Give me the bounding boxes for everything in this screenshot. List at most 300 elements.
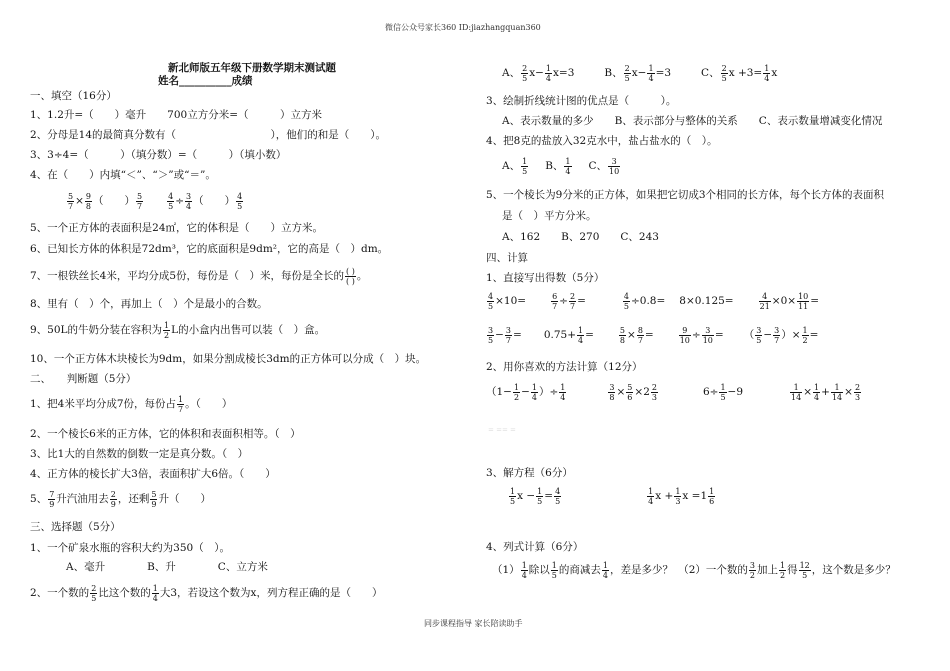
fraction (545, 64, 552, 83)
numerator: 1 (831, 383, 843, 393)
name-blank: __________ (179, 75, 232, 87)
text-segment: C、 (588, 160, 608, 172)
denominator: 4 (531, 392, 537, 402)
fraction (48, 490, 55, 509)
denominator: 4 (565, 166, 571, 176)
text-segment: （1− (486, 386, 512, 398)
text-segment: 5、 (30, 493, 48, 505)
text-segment: x− (631, 67, 647, 79)
q1-10: 10、一个正方体木块棱长为9dm，如果分割成棱长3dm的正方体可以分成（ ）块。 (30, 353, 427, 365)
numerator: 10 (798, 291, 809, 301)
fraction (813, 383, 820, 402)
fraction (521, 157, 528, 176)
numerator: 1 (780, 560, 786, 570)
denominator: 4 (560, 392, 566, 402)
fraction (749, 561, 756, 580)
numerator: 2 (522, 63, 528, 73)
numerator: 12 (799, 560, 810, 570)
fraction (185, 192, 192, 211)
fraction (773, 326, 780, 345)
section-fill-blank: 一、填空（16分） (30, 90, 117, 102)
text-segment: ，差是多少？ （2）一个数的 (609, 564, 748, 576)
text-segment: A、 (502, 160, 521, 172)
numerator: 2 (854, 382, 861, 392)
denominator: 8 (619, 335, 625, 345)
denominator: 6 (709, 496, 715, 506)
denominator: 7 (637, 335, 643, 345)
q4-3-row (508, 484, 716, 508)
text-segment: = (585, 329, 594, 341)
fraction (608, 157, 620, 176)
fraction (619, 326, 626, 345)
text-segment: = (810, 295, 820, 307)
numerator: 3 (186, 191, 192, 201)
numerator: 1 (178, 394, 184, 404)
numerator: 4 (168, 191, 174, 201)
text-segment: = (644, 329, 654, 341)
numerator: 5 (627, 382, 633, 392)
q1-4-compare-row (66, 188, 244, 214)
fraction (759, 292, 771, 311)
q1-4: 4、在（ ）内填“＜”、“＞”或“＝”。 (30, 169, 216, 181)
text-segment: （ (743, 329, 755, 341)
denominator: 4 (764, 73, 770, 83)
denominator: 5 (623, 301, 629, 311)
fraction (150, 490, 157, 509)
q3-3-options: A、表示数量的多少 B、表示部分与整体的关系 C、表示数量增减变化情况 (502, 115, 883, 127)
text-segment: −9 (727, 386, 744, 398)
denominator: 4 (814, 392, 820, 402)
q1-6: 6、已知长方体的体积是72dm³，它的底面积是9dm²，它的高是（ ）dm。 (30, 243, 389, 255)
numerator: 5 (68, 191, 74, 201)
q3-5: 5、一个棱长为9分米的正方体，如果把它切成3个相同的长方体，每个长方体的表面积 (486, 189, 885, 201)
numerator: 1 (537, 486, 543, 496)
denominator: 5 (488, 335, 494, 345)
numerator: 1 (545, 63, 552, 73)
denominator: 5 (510, 496, 516, 506)
numerator: 1 (790, 383, 802, 393)
denominator: 5 (522, 73, 528, 83)
denominator: 10 (702, 335, 713, 345)
denominator: 5 (624, 73, 630, 83)
numerator: 1 (551, 560, 557, 570)
q1-9 (30, 318, 325, 342)
text-segment: × (803, 386, 813, 398)
fraction (679, 326, 691, 345)
numerator: 3 (749, 560, 755, 570)
fraction (674, 487, 681, 506)
denominator: 2 (802, 335, 808, 345)
q1-3: 3、3÷4=（ ）（填分数）=（ ）（填小数） (30, 149, 287, 161)
fraction (719, 383, 726, 402)
q1-2: 2、分母是14的最简真分数有（ ），他们的和是（ ）。 (30, 129, 387, 141)
section-true-false: 二、 判断题（5分） (30, 373, 137, 385)
denominator: 9 (110, 499, 116, 509)
fraction (521, 561, 528, 580)
denominator: 9 (151, 499, 157, 509)
text-segment: × (616, 386, 626, 398)
fraction (721, 64, 728, 83)
text-segment: ，还剩 (117, 493, 150, 505)
fraction (708, 487, 715, 506)
text-segment: x =1 (682, 490, 708, 502)
text-segment: 1、把4米平均分成7份，每份占 (30, 398, 177, 410)
numerator: 5 (619, 325, 625, 335)
q2-5 (30, 488, 211, 510)
fraction (536, 487, 543, 506)
denominator: 5 (551, 570, 557, 580)
denominator: 5 (488, 301, 494, 311)
text-segment: × (844, 386, 853, 398)
denominator: 14 (791, 392, 802, 402)
section-choice: 三、选择题（5分） (30, 521, 121, 533)
text-segment: 除以 (528, 564, 550, 576)
fraction (110, 490, 117, 509)
fraction (487, 326, 494, 345)
fraction (797, 292, 809, 311)
numerator: 5 (151, 489, 157, 499)
text-segment: = (513, 329, 522, 341)
text-segment: x + (655, 490, 674, 502)
fraction (564, 157, 571, 176)
denominator: 5 (522, 166, 528, 176)
fraction (763, 64, 770, 83)
numerator: 1 (578, 325, 584, 335)
text-segment: 0.75+ (543, 329, 576, 341)
q2-3: 3、比1大的自然数的倒数一定是真分数。（ ） (30, 448, 249, 460)
text-segment: ÷0.8= (630, 295, 666, 307)
fraction (626, 383, 633, 402)
fraction (85, 192, 92, 211)
denominator: ( ) (346, 276, 355, 286)
q3-1-options: A、毫升 B、升 C、立方米 (66, 561, 268, 573)
q4-1-row1 (486, 290, 819, 312)
numerator: 2 (569, 291, 576, 301)
text-segment: ，这个数是多少？ (811, 564, 896, 576)
text-segment: 得 (787, 564, 798, 576)
text-segment: 9、50L的牛奶分装在容积为 (30, 324, 163, 336)
denominator: 4 (602, 570, 608, 580)
q4-1: 1、直接写出得数（5分） (486, 272, 605, 284)
text-segment: 升（ ） (158, 493, 211, 505)
fraction (513, 383, 520, 402)
q3-5-cont: 是（ ）平方分米。 (502, 210, 597, 222)
q2-1 (30, 393, 232, 415)
q1-8: 8、里有（ ）个，再加上（ ）个是最小的合数。 (30, 298, 268, 310)
text-segment: + (821, 386, 830, 398)
fraction (569, 292, 576, 311)
text-segment: 7、一根铁丝长4米，平均分成5份，每份是（ ）米，每份是全长的 (30, 270, 345, 282)
denominator: 4 (152, 593, 158, 603)
q1-1: 1、1.2升=（ ）毫升 700立方分米=（ ）立方米 (30, 109, 323, 121)
fraction (755, 326, 762, 345)
fraction (167, 192, 174, 211)
fraction (505, 326, 512, 345)
text-segment: x (771, 67, 778, 79)
denominator: 7 (505, 335, 511, 345)
text-segment: ÷ (559, 295, 568, 307)
text-segment: =3 (655, 67, 672, 79)
numerator: 1 (513, 382, 520, 392)
text-segment: C、 (701, 67, 720, 79)
denominator: 2 (749, 570, 755, 580)
text-segment: = (544, 490, 554, 502)
exam-title: 新北师版五年级下册数学期末测试题 (168, 62, 336, 74)
denominator: 14 (831, 392, 843, 402)
fraction (177, 395, 184, 414)
fraction (531, 383, 538, 402)
numerator: 1 (602, 560, 608, 570)
denominator: 5 (802, 570, 808, 580)
numerator: 7 (49, 489, 55, 499)
fraction (602, 561, 609, 580)
fraction (554, 487, 561, 506)
q4-2: 2、用你喜欢的方法计算（12分） (486, 361, 643, 373)
text-segment: = (577, 295, 586, 307)
denominator: 4 (521, 570, 527, 580)
fraction (854, 383, 861, 402)
denominator: 3 (675, 496, 681, 506)
text-segment: 。（ ） (185, 398, 233, 410)
fraction (67, 192, 74, 211)
denominator: 9 (49, 499, 55, 509)
denominator: 7 (137, 201, 143, 211)
numerator: 4 (623, 291, 629, 301)
q3-5-options: A、162 B、270 C、243 (502, 231, 659, 243)
faint-marks: = == = (488, 426, 516, 434)
text-segment: 6÷ (702, 386, 719, 398)
denominator: 5 (756, 335, 762, 345)
numerator: 1 (560, 382, 566, 392)
fraction (136, 192, 143, 211)
denominator: 4 (648, 496, 654, 506)
numerator: 1 (648, 63, 654, 73)
fraction (790, 383, 802, 402)
text-segment: B、 (545, 160, 564, 172)
denominator: 11 (798, 301, 809, 311)
numerator: 2 (651, 382, 657, 392)
fraction (152, 584, 159, 603)
q1-7 (30, 266, 367, 286)
text-segment: ×0× (771, 295, 797, 307)
numerator: 3 (702, 326, 714, 336)
name-label: 姓名 (158, 75, 179, 87)
text-segment: 升汽油用去 (56, 493, 109, 505)
numerator: 1 (521, 560, 527, 570)
fraction (487, 292, 494, 311)
denominator: 6 (627, 392, 633, 402)
page-footer: 同步课程指导 家长陪读助手 (424, 619, 523, 628)
denominator: 2 (164, 330, 170, 340)
text-segment: ）÷ (538, 386, 559, 398)
denominator: 5 (720, 392, 726, 402)
numerator: 1 (802, 325, 808, 335)
numerator: 1 (648, 486, 654, 496)
fraction (624, 64, 631, 83)
text-segment: （1） (492, 564, 520, 576)
text-segment: × (75, 195, 84, 207)
text-segment: = (714, 329, 724, 341)
fraction (651, 383, 658, 402)
fraction (577, 326, 584, 345)
numerator: 2 (91, 583, 97, 593)
denominator: 3 (651, 392, 657, 402)
denominator: 7 (569, 301, 576, 311)
text-segment: − (495, 329, 504, 341)
name-score-line (158, 74, 253, 88)
denominator: 7 (178, 404, 184, 414)
fraction (163, 321, 170, 340)
text-segment: 2、一个数的 (30, 587, 90, 599)
denominator: 4 (648, 73, 654, 83)
q3-4: 4、把8克的盐放入32克水中，盐占盐水的（ ）。 (486, 135, 718, 147)
denominator: 8 (609, 392, 615, 402)
text-segment: ×2 (634, 386, 650, 398)
q4-1-row2 (486, 324, 818, 346)
q3-1: 1、一个矿泉水瓶的容积大约为350（ ）。 (30, 542, 230, 554)
q4-4: 4、列式计算（6分） (486, 541, 584, 553)
fraction (779, 561, 786, 580)
numerator: 3 (608, 157, 620, 167)
denominator: 7 (552, 301, 558, 311)
text-segment: x=3 (553, 67, 575, 79)
numerator: 4 (237, 191, 243, 201)
text-segment: （ ） (193, 195, 236, 207)
numerator: 4 (555, 486, 561, 496)
text-segment: 。 (356, 270, 368, 282)
numerator: 5 (137, 191, 143, 201)
text-segment: x +3= (728, 67, 763, 79)
q4-3: 3、解方程（6分） (486, 467, 573, 479)
fraction (647, 64, 654, 83)
text-segment: x − (517, 490, 536, 502)
text-segment: 加上 (757, 564, 778, 576)
text-segment: = (809, 329, 819, 341)
numerator: 1 (164, 320, 170, 330)
denominator: 21 (759, 301, 770, 311)
score-label: 成绩 (231, 75, 253, 87)
numerator: 1 (764, 63, 770, 73)
denominator: 5 (721, 73, 727, 83)
fraction (608, 383, 615, 402)
numerator: 3 (505, 325, 511, 335)
q3-3: 3、绘制折线统计图的优点是（ ）。 (486, 95, 677, 107)
numerator: 3 (756, 325, 762, 335)
q4-2-row (486, 380, 862, 404)
denominator: 5 (91, 593, 97, 603)
numerator: 1 (720, 382, 726, 392)
fraction (623, 292, 630, 311)
fraction (236, 192, 243, 211)
denominator: 2 (513, 392, 520, 402)
numerator: 2 (721, 63, 727, 73)
text-segment: A、 (502, 67, 521, 79)
denominator: 5 (537, 496, 543, 506)
text-segment: 比这个数的 (98, 587, 151, 599)
q1-5: 5、一个正方体的表面积是24㎡，它的体积是（ ）立方米。 (30, 222, 324, 234)
denominator: 8 (85, 201, 91, 211)
numerator: 1 (565, 156, 571, 166)
numerator: 1 (814, 382, 820, 392)
text-segment: − (521, 386, 530, 398)
q2-4: 4、正方体的棱长扩大3倍，表面积扩大6倍。（ ） (30, 468, 276, 480)
denominator: 2 (780, 570, 786, 580)
fraction (551, 292, 558, 311)
numerator: 1 (675, 486, 681, 496)
denominator: 5 (237, 201, 243, 211)
numerator: ( ) (346, 266, 355, 276)
denominator: 7 (68, 201, 74, 211)
numerator: 4 (759, 292, 771, 302)
text-segment: − (763, 329, 773, 341)
numerator: 9 (85, 191, 91, 201)
numerator: 4 (488, 291, 494, 301)
q3-2 (30, 582, 382, 604)
text-segment: × (627, 329, 636, 341)
numerator: 2 (110, 489, 116, 499)
denominator: 4 (578, 335, 584, 345)
text-segment: ）× (781, 329, 801, 341)
numerator: 1 (152, 583, 158, 593)
numerator: 1 (522, 156, 528, 166)
numerator: 3 (774, 325, 780, 335)
text-segment: B、 (604, 67, 623, 79)
section-calc: 四、计算 (486, 252, 528, 264)
fraction (509, 487, 516, 506)
text-segment: L的小盒内出售可以装（ ）盒。 (171, 324, 326, 336)
fraction (637, 326, 644, 345)
fraction (831, 383, 843, 402)
text-segment: x− (529, 67, 544, 79)
text-segment: ÷ (175, 195, 184, 207)
numerator: 1 (709, 486, 715, 496)
fraction (647, 487, 654, 506)
fraction (802, 326, 809, 345)
fraction (521, 64, 528, 83)
page-header: 微信公众号家长360 ID:jiazhangquan360 (385, 23, 541, 32)
numerator: 6 (552, 291, 558, 301)
text-segment: 大3，若设这个数为x，列方程正确的是（ ） (159, 587, 383, 599)
denominator: 5 (555, 496, 561, 506)
denominator: 4 (545, 73, 552, 83)
denominator: 4 (186, 201, 192, 211)
q3-2-options (502, 62, 777, 84)
fraction (799, 561, 811, 580)
text-segment: 8×0.125= (679, 295, 734, 307)
q4-4-row (492, 558, 896, 582)
numerator: 2 (624, 63, 630, 73)
text-segment: ÷ (691, 329, 701, 341)
denominator: 10 (609, 166, 620, 176)
text-segment: ×10= (495, 295, 527, 307)
numerator: 3 (609, 382, 615, 392)
fraction (702, 326, 714, 345)
q3-4-options (502, 155, 621, 177)
numerator: 1 (531, 382, 537, 392)
fraction (551, 561, 558, 580)
denominator: 3 (854, 392, 861, 402)
numerator: 9 (679, 326, 691, 336)
numerator: 3 (488, 325, 494, 335)
denominator: 5 (168, 201, 174, 211)
fraction (90, 584, 97, 603)
q2-2: 2、一个棱长6米的正方体，它的体积和表面积相等。（ ） (30, 428, 301, 440)
denominator: 10 (679, 335, 690, 345)
fraction (559, 383, 566, 402)
numerator: 1 (510, 486, 516, 496)
denominator: 7 (774, 335, 780, 345)
fraction (345, 267, 356, 286)
